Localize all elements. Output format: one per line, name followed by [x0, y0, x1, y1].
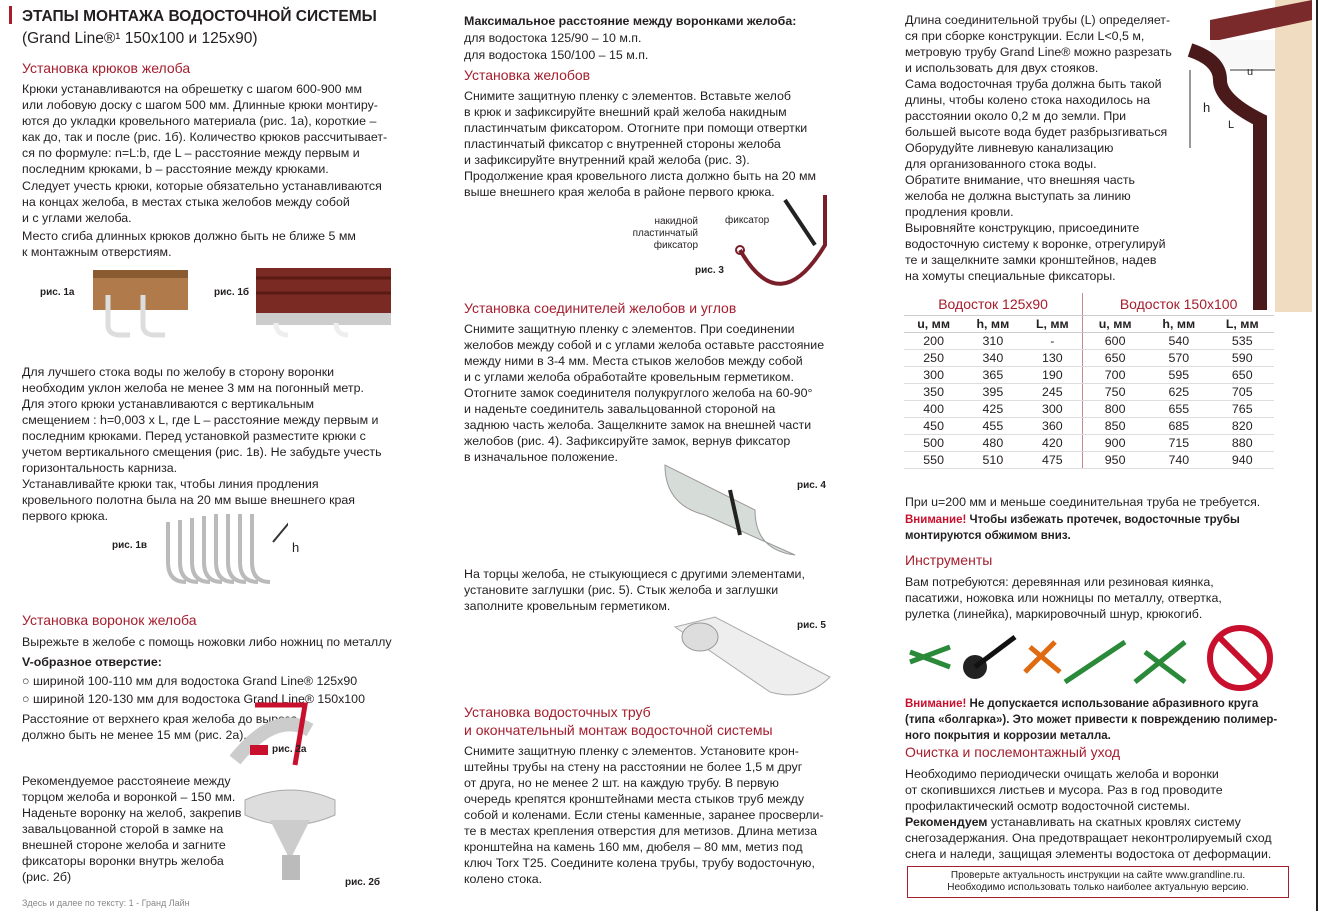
bullet-item: ○ шириной 100-110 мм для водостока Grand Line® 125x90	[22, 674, 358, 688]
slope-paragraph: Для лучшего стока воды по желобу в сторону воронки необходим уклон желоба не менее 3 мм на погонный метр. Для этого крюки устанавливаются с вертикальным смещением : h=0,003 x L, где L – расстояние между первым и последним крюками. Перед установкой разместите крюки с учетом вертикального смещения (рис. 1в). Не забудьте учесть горизонтальность карниза. Устанавливайте крюки так, чтобы линия продления кровельного полотна была на 20 мм выше внешнего края первого крюка.	[22, 365, 382, 523]
tools-heading: Инструменты	[905, 552, 993, 568]
table-cell: 715	[1147, 434, 1210, 451]
table-cell: 245	[1023, 383, 1083, 400]
fig2b-caption: рис. 2б	[345, 877, 381, 888]
table-column-header: u, мм	[1083, 315, 1147, 332]
diagram-l-label: L	[1228, 119, 1235, 131]
table-cell: 425	[963, 400, 1022, 417]
table-row	[904, 434, 1274, 451]
funnel-paragraph-3: Рекомендуемое расстоянеие между торцом желоба и воронкой – 150 мм. Наденьте воронку на желоб, закрепив завальцованной сторой в замке на внешней стороне желоба и загните фиксаторы воронки внутрь желоба (рис. 2б)	[22, 774, 242, 884]
table-cell: 685	[1147, 417, 1210, 434]
page-subtitle: (Grand Line®¹ 150x100 и 125x90)	[22, 30, 258, 47]
table-cell: 820	[1211, 417, 1275, 434]
page-title: ЭТАПЫ МОНТАЖА ВОДОСТОЧНОЙ СИСТЕМЫ	[22, 8, 377, 25]
fig1v-image	[158, 512, 288, 592]
max-distance-title: Максимальное расстояние между воронками желоба:	[464, 14, 797, 28]
table-column-header: h, мм	[1147, 315, 1210, 332]
warning-grinder: Внимание! Не допускается использование абразивного круга (типа «болгарка»). Это может привести к повреждению полимер-ного покрытия и коррозии металла.	[905, 698, 1278, 742]
table-cell: 750	[1083, 383, 1147, 400]
fig2a-image	[230, 700, 315, 775]
fig4-image	[660, 460, 800, 560]
diagram-h-label: h	[1203, 100, 1211, 115]
fig1a-image	[88, 265, 193, 345]
hooks-paragraph-3: Место сгиба длинных крюков должно быть не ближе 5 мм к монтажным отверстиям.	[22, 229, 356, 259]
table-cell: 570	[1147, 349, 1210, 366]
fig1v-caption: рис. 1в	[112, 540, 148, 551]
table-row	[904, 383, 1274, 400]
page-edge	[1316, 0, 1318, 911]
table-cell: 880	[1211, 434, 1275, 451]
table-group-150x100: Водосток 150x100	[1083, 293, 1274, 315]
table-row	[904, 451, 1274, 468]
table-cell: 450	[904, 417, 963, 434]
fig3-image	[730, 195, 830, 290]
fig5-caption: рис. 5	[797, 620, 826, 631]
table-cell: 655	[1147, 400, 1210, 417]
fig4-caption: рис. 4	[797, 480, 826, 491]
fig3-label-clip: накидной пластинчатый фиксатор	[632, 216, 698, 251]
table-cell: 500	[904, 434, 963, 451]
table-cell: 475	[1023, 451, 1083, 468]
table-cell: 625	[1147, 383, 1210, 400]
table-cell: 650	[1083, 349, 1147, 366]
table-cell: 540	[1147, 332, 1210, 349]
table-cell: 395	[963, 383, 1022, 400]
hooks-paragraph-2: Следует учесть крюки, которые обязательно устанавливаются на концах желоба, в местах стыка желобов между собой и с углами желоба.	[22, 179, 382, 225]
hooks-paragraph-1: Крюки устанавливаются на обрешетку с шагом 600-900 мм или лобовую доску с шагом 500 мм. Длинные крюки монтиру- ются до укладки кровельного материала (рис. 1а), короткие – как до, так и после (рис. 1б). Количество крюков рассчитывает- ся по формуле: n=L:b, где L – расстояние между первым и последним крюками, b – расстояние между крюками.	[22, 82, 388, 176]
table-cell: 455	[963, 417, 1022, 434]
table-cell: 400	[904, 400, 963, 417]
table-cell: 360	[1023, 417, 1083, 434]
caps-paragraph: На торцы желоба, не стыкующиеся с другими элементами, установите заглушки (рис. 5). Стык желоба и заглушки заполните кровельным герметиком.	[464, 567, 805, 613]
hooks-heading: Установка крюков желоба	[22, 60, 191, 76]
table-cell: 595	[1147, 366, 1210, 383]
table-cell: 510	[963, 451, 1022, 468]
table-cell: 200	[904, 332, 963, 349]
table-cell: 310	[963, 332, 1022, 349]
table-cell: 535	[1211, 332, 1275, 349]
fig1b-caption: рис. 1б	[214, 287, 250, 298]
tools-image	[905, 622, 1285, 694]
table-cell: 250	[904, 349, 963, 366]
gutters-heading: Установка желобов	[464, 67, 591, 83]
fig3-caption: рис. 3	[695, 265, 724, 276]
table-row	[904, 366, 1274, 383]
table-cell: 800	[1083, 400, 1147, 417]
table-cell: 300	[1023, 400, 1083, 417]
table-cell: 190	[1023, 366, 1083, 383]
pipe-length-paragraph: Длина соединительной трубы (L) определяет- ся при сборке конструкции. Если L<0,5 м, метровую трубу Grand Line® можно разрезать и использовать для двух стояков. Сама водосточная труба должна быть такой длины, чтобы колено стока находилось на расстоянии около 0,2 м до земли. При большей высоте вода будет разбрызгиваться Оборудуйте ливневую канализацию для организованного стока воды. Обратите внимание, что внешняя часть желоба не должна выступать за линию продления кровли. Выровняйте конструкцию, присоедините водосточную систему к воронке, отрегулируй те и защелкните замки кронштейнов, надев на хомуты специальные фиксаторы.	[905, 13, 1172, 283]
pipe-size-table	[904, 293, 1274, 469]
funnel-paragraph-2: Расстояние от верхнего края желоба до выреза должно быть не менее 15 мм (рис. 2а).	[22, 712, 298, 742]
table-row	[904, 349, 1274, 366]
table-cell: -	[1023, 332, 1083, 349]
max-distance-lines: для водостока 125/90 – 10 м.п. для водостока 150/100 – 15 м.п.	[464, 31, 649, 62]
table-cell: 950	[1083, 451, 1147, 468]
table-cell: 700	[1083, 366, 1147, 383]
table-cell: 705	[1211, 383, 1275, 400]
table-column-header: h, мм	[963, 315, 1022, 332]
table-note: При u=200 мм и меньше соединительная труба не требуется.	[905, 495, 1261, 509]
care-paragraph-1: Необходимо периодически очищать желоба и воронки от скопившихся листьев и мусора. Раз в год проводите профилактический осмотр водосточной системы.	[905, 767, 1223, 813]
fig1v-h-label: h	[292, 540, 300, 555]
gutters-paragraph: Снимите защитную пленку с элементов. Вставьте желоб в крюк и зафиксируйте внешний край желоба накидным пластинчатым фиксатором. Отогните при помощи отвертки пластинчатый фиксатор с внутренней стороны желоба и зафиксируйте внутренний край желоба (рис. 3). Продолжение края кровельного листа должно быть на 20 мм выше внешнего края желоба в районе первого крюка.	[464, 89, 817, 199]
fig1a-caption: рис. 1а	[40, 287, 75, 298]
fig2b-image	[240, 780, 340, 890]
check-instructions-box: Проверьте актуальность инструкции на сайте www.grandline.ru. Необходимо использовать только наиболее актуальную версию.	[907, 866, 1289, 898]
funnel-heading: Установка воронок желоба	[22, 612, 197, 628]
table-cell: 130	[1023, 349, 1083, 366]
table-cell: 590	[1211, 349, 1275, 366]
table-row	[904, 400, 1274, 417]
table-cell: 350	[904, 383, 963, 400]
funnel-paragraph-1: Вырежьте в желобе с помощь ножовки либо ножниц по металлу	[22, 635, 392, 649]
table-cell: 850	[1083, 417, 1147, 434]
table-row	[904, 417, 1274, 434]
fig3-label-fixator: фиксатор	[725, 215, 770, 226]
bullet-item: ○ шириной 120-130 мм для водостока Grand Line® 150x100	[22, 692, 365, 706]
table-column-header: u, мм	[904, 315, 963, 332]
table-cell: 550	[904, 451, 963, 468]
pipes-heading: Установка водосточных труб и окончательный монтаж водосточной системы	[464, 704, 773, 738]
table-cell: 365	[963, 366, 1022, 383]
table-row	[904, 332, 1274, 349]
connectors-heading: Установка соединителей желобов и углов	[464, 300, 737, 316]
care-paragraph-2: Рекомендуем устанавливать на скатных кровлях систему снегозадержания. Она предотвращает неконтролируемый сход снега и наледи, защищая элементы водостока от деформации.	[905, 815, 1272, 861]
diagram-u-label: u	[1247, 66, 1254, 78]
table-cell: 480	[963, 434, 1022, 451]
fig2a-caption: рис. 2а	[272, 744, 307, 755]
table-column-header: L, мм	[1211, 315, 1275, 332]
warning-pipes: Внимание! Чтобы избежать протечек, водосточные трубы монтируются обжимом вниз.	[905, 514, 1240, 542]
connectors-paragraph: Снимите защитную пленку с элементов. При соединении желобов между собой и с углами желоба оставьте расстояние между ними в 3-4 мм. Места стыков желобов между собой и с углами желоба обработайте кровельным герметиком. Отогните замок соединителя полукруглого желоба на 60-90° и наденьте соединитель завальцованной стороной на заднюю часть желоба. Защелкните замок на внешней части желобов (рис. 4). Зафиксируйте замок, вернув фиксатор в изначальное положение.	[464, 322, 825, 464]
fig1b-image	[256, 268, 391, 343]
table-cell: 420	[1023, 434, 1083, 451]
footnote: Здесь и далее по тексту: 1 - Гранд Лайн	[22, 898, 190, 908]
downpipe-diagram	[1180, 0, 1312, 312]
table-cell: 340	[963, 349, 1022, 366]
bullet-icon: ○	[22, 692, 33, 706]
table-cell: 940	[1211, 451, 1275, 468]
table-cell: 765	[1211, 400, 1275, 417]
table-cell: 600	[1083, 332, 1147, 349]
pipes-paragraph: Снимите защитную пленку с элементов. Установите крон- штейны трубы на стену на расстоянии не более 1,5 м друг от друга, но не менее 2 шт. на каждую трубу. В первую очередь крепятся кронштейнами места стыков труб между собой и коленами. Если стены каменные, заранее просверли- те в местах крепления отверстия для метизов. Длина метиза кронштейна на камень 160 мм, дюбеля – 80 мм, метиз под ключ Torx T25. Соедините колена трубы, трубу водосточную, колено стока.	[464, 744, 824, 886]
tools-paragraph: Вам потребуются: деревянная или резиновая киянка, пасатижи, ножовка или ножницы по металлу, отвертка, рулетка (линейка), маркировочный шнур, крюкогиб.	[905, 575, 1222, 621]
title-bar-accent	[9, 6, 12, 24]
table-cell: 300	[904, 366, 963, 383]
table-cell: 740	[1147, 451, 1210, 468]
bullet-icon: ○	[22, 674, 33, 688]
care-heading: Очистка и послемонтажный уход	[905, 744, 1121, 760]
table-group-125x90: Водосток 125x90	[904, 293, 1083, 315]
table-cell: 650	[1211, 366, 1275, 383]
table-column-header: L, мм	[1023, 315, 1083, 332]
table-cell: 900	[1083, 434, 1147, 451]
v-hole-label: V-образное отверстие:	[22, 655, 162, 669]
